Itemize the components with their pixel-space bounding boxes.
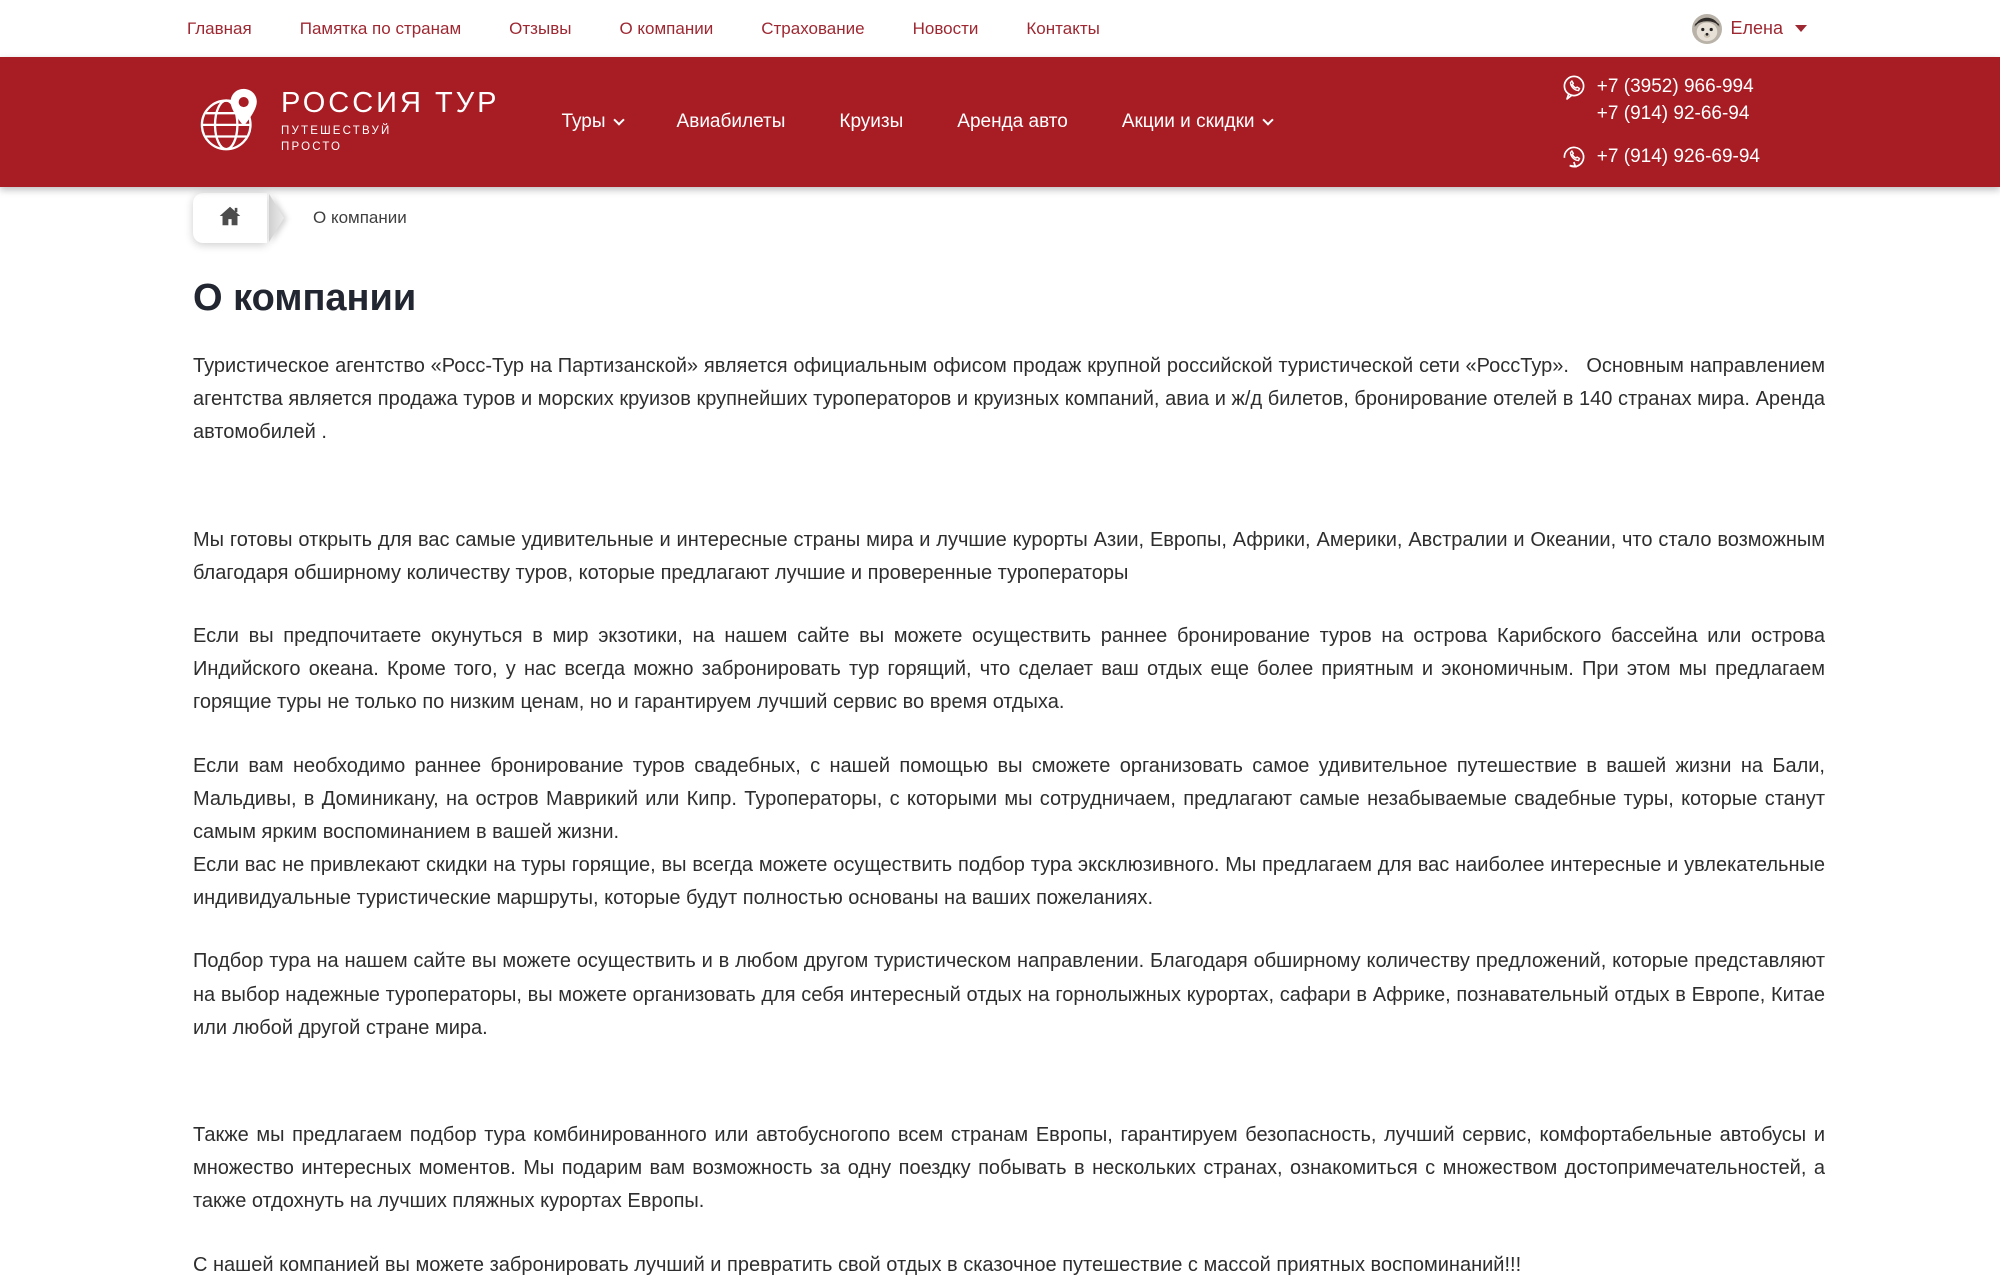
phone-number: +7 (914) 926-69-94: [1596, 146, 1760, 167]
top-nav-insurance[interactable]: Страхование: [761, 18, 865, 38]
user-menu[interactable]: [1692, 14, 1807, 44]
user-dropdown-caret-icon: [1795, 25, 1807, 32]
top-utility-bar: [0, 0, 2000, 57]
logo-tagline: ПУТЕШЕСТВУЙ ПРОСТО: [281, 124, 392, 153]
top-nav-home[interactable]: Главная: [187, 18, 252, 38]
logo-title: РОССИЯ ТУР: [281, 86, 500, 119]
main-header: [0, 57, 2000, 187]
about-paragraph: Если вы предпочитаете окунуться в мир экзотики, на нашем сайте вы можете осуществить раннее бронирование туров на острова Карибского бассейна или острова Индийского океана. Кроме того, у нас всегда можно забронировать тур горящий, что сделает ваш отдых еще более приятным и экономичным. При этом мы предлагаем горящие туры не только по низким ценам, но и гарантируем лучший сервис во время отдыха.: [193, 624, 1825, 714]
top-nav-contacts[interactable]: Контакты: [1026, 18, 1100, 38]
top-nav-country-guides[interactable]: Памятка по странам: [299, 18, 462, 38]
about-page-content: [0, 277, 2000, 1282]
chevron-down-icon: [1262, 114, 1273, 125]
globe-pin-logo-icon: [197, 86, 269, 159]
about-paragraph: Мы готовы открыть для вас самые удивительные и интересные страны мира и лучшие курорты Азии, Европы, Африки, Америки, Австралии и Океании, что стало возможным благодаря обширному количеству туров, которые предлагают лучшие и проверенные туроператоры: [193, 528, 1825, 584]
main-nav-car-rental[interactable]: Аренда авто: [957, 111, 1068, 132]
about-paragraph: Подбор тура на нашем сайте вы можете осуществить и в любом другом туристическом направлении. Благодаря обширному количеству предложений, которые представляют на выбор надежные туроператоры, вы можете организовать для себя интересный отдых на горнолыжных курортах, сафари в Африке, познавательный отдых в Европе, Китае или любой другой стране мира.: [193, 950, 1825, 1039]
about-paragraph: С нашей компанией вы можете забронировать лучший и превратить свой отдых в сказочное путешествие с массой приятных воспоминаний!!!: [193, 1253, 1522, 1276]
whatsapp-icon: [1561, 144, 1587, 170]
phone-viber[interactable]: [1561, 74, 1760, 100]
about-paragraph: Туристическое агентство «Росс-Тур на Партизанской» является официальным офисом продаж крупной российской туристической сети «РоссТур». Основным направлением агентства является продажа туров и морских круизов крупнейших туроператоров и круизных компаний, авиа и ж/д билетов, бронирование отелей в 140 странах мира. Аренда автомобилей .: [193, 355, 1825, 444]
page-title: О компании: [193, 277, 417, 319]
breadcrumb-current: О компании: [313, 208, 407, 227]
home-icon: [217, 203, 243, 234]
phone-secondary[interactable]: [1561, 103, 1760, 125]
top-nav-news[interactable]: Новости: [912, 18, 979, 38]
main-nav-promotions[interactable]: Акции и скидки: [1122, 111, 1272, 133]
breadcrumb-arrow-icon: [269, 193, 287, 243]
header-phones: [1561, 74, 1760, 170]
logo-text: [281, 86, 500, 155]
phone-number: +7 (914) 92-66-94: [1596, 103, 1750, 124]
about-paragraph: Если вас не привлекают скидки на туры горящие, вы всегда можете осуществить подбор тура эксклюзивного. Мы предлагаем для вас наиболее интересные и увлекательные индивидуальные туристические маршруты, которые будут полностью основаны на ваших пожеланиях.: [193, 854, 1825, 910]
main-nav-flights[interactable]: Авиабилеты: [676, 111, 786, 132]
about-paragraph: Если вам необходимо раннее бронирование туров свадебных, с нашей помощью вы сможете организовать самое удивительное путешествие в вашей жизни на Бали, Мальдивы, в Доминикану, на остров Маврикий или Кипр. Туроператоры, с которыми мы сотрудничаем, предлагают самые незабываемые свадебные туры, которые станут самым ярким воспоминанием в вашей жизни.: [193, 754, 1825, 843]
top-nav-reviews[interactable]: Отзывы: [509, 18, 572, 38]
about-paragraph: Также мы предлагаем подбор тура комбинированного или автобусногопо всем странам Европы, гарантируем безопасность, лучший сервис, комфортабельные автобусы и множество интересных моментов. Мы подарим вам возможность за одну поездку побывать в нескольких странах, ознакомиться с множеством достопримечательностей, а также отдохнуть на лучших пляжных курортах Европы.: [193, 1124, 1825, 1213]
breadcrumb-home[interactable]: [193, 193, 267, 243]
main-nav-tours[interactable]: Туры: [561, 111, 622, 133]
phone-number: +7 (3952) 966-994: [1596, 76, 1754, 97]
chevron-down-icon: [613, 114, 624, 125]
top-nav: [187, 19, 1100, 39]
user-avatar: [1692, 14, 1722, 44]
phone-whatsapp[interactable]: [1561, 144, 1760, 170]
top-nav-about[interactable]: О компании: [619, 18, 714, 38]
site-logo[interactable]: [197, 86, 499, 159]
user-name: Елена: [1730, 18, 1783, 38]
viber-icon: [1561, 74, 1587, 100]
main-nav-cruises[interactable]: Круизы: [839, 111, 904, 132]
main-nav: [561, 111, 1271, 133]
breadcrumb: [193, 193, 2000, 243]
